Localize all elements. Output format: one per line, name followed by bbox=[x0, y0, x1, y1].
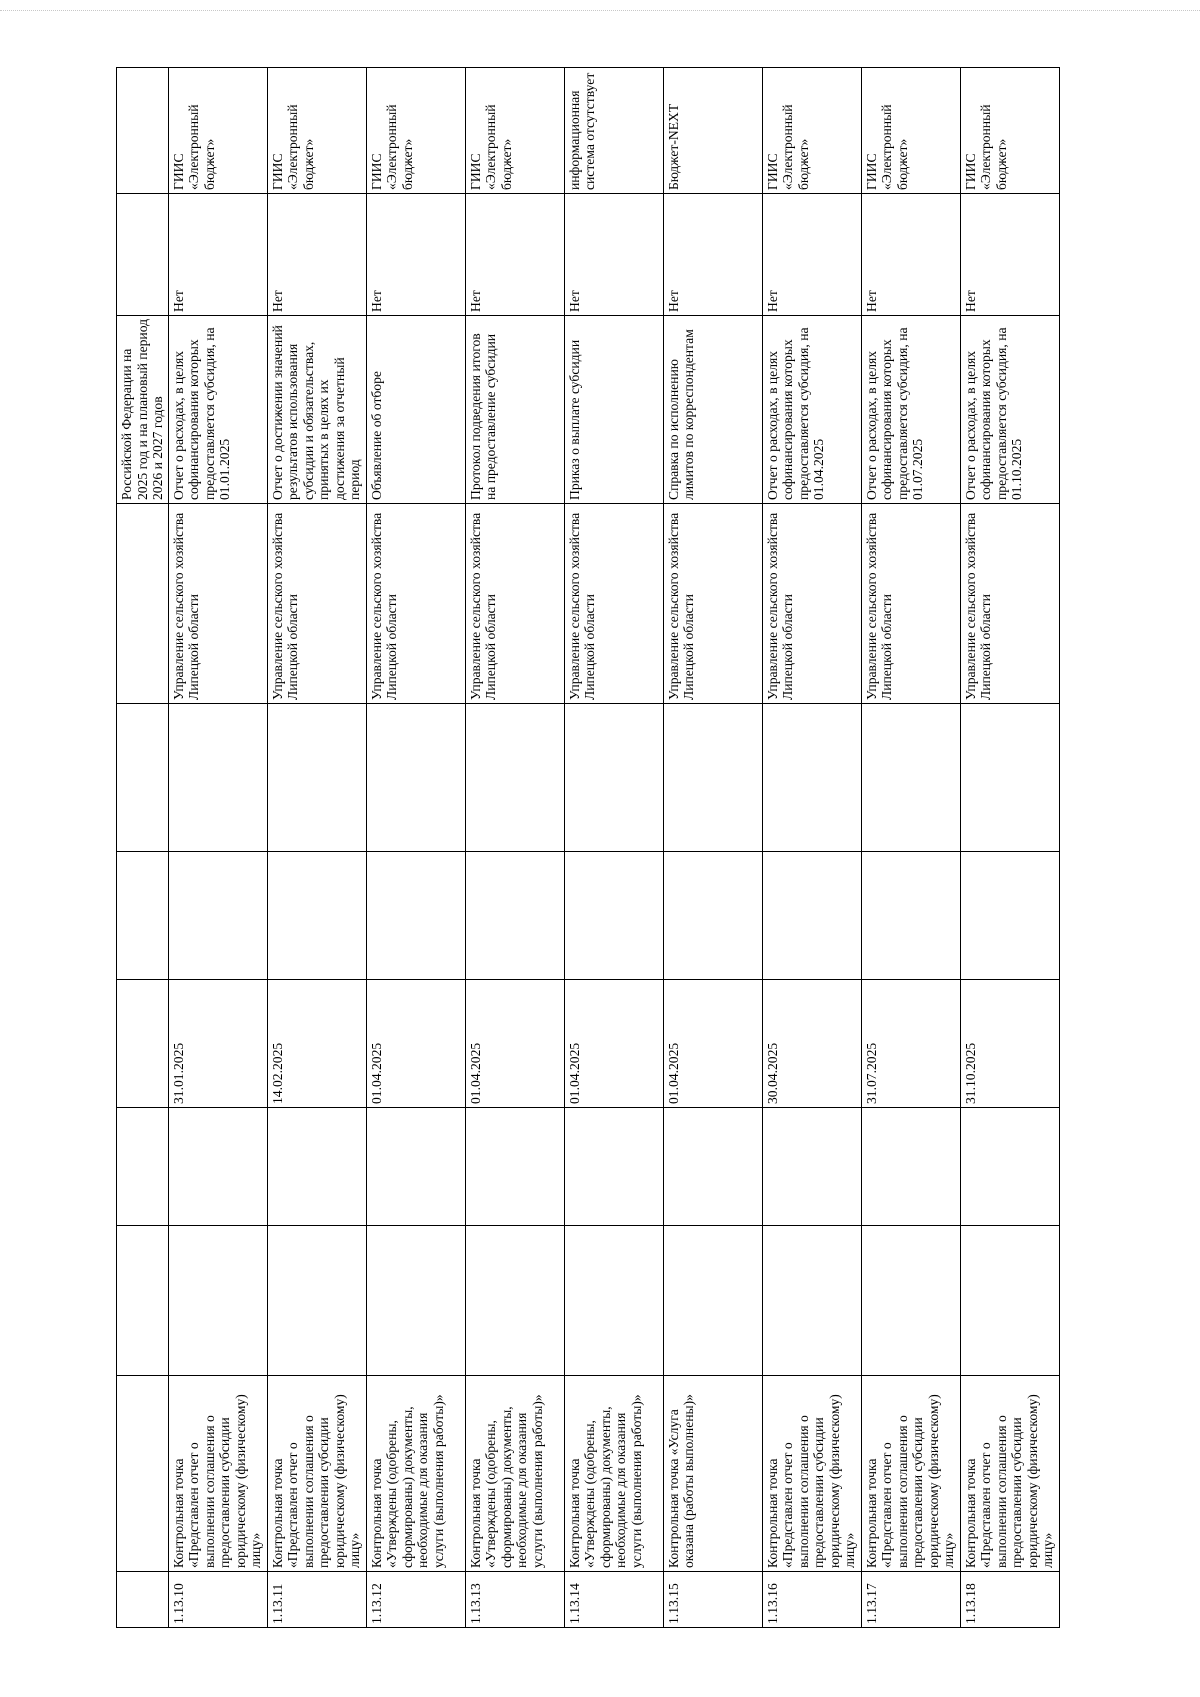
cell-date: 30.04.2025 bbox=[762, 980, 861, 1108]
cell-number: 1.13.13 bbox=[465, 1572, 564, 1628]
cell-document: Объявление об отборе bbox=[366, 316, 465, 504]
cell-number: 1.13.10 bbox=[168, 1572, 267, 1628]
cell-number: 1.13.11 bbox=[267, 1572, 366, 1628]
cell-number: 1.13.14 bbox=[564, 1572, 663, 1628]
cell-flag: Нет bbox=[861, 194, 960, 316]
cell-empty bbox=[861, 852, 960, 980]
cell-empty bbox=[117, 68, 169, 194]
cell-empty bbox=[960, 1108, 1059, 1226]
cell-empty bbox=[267, 1226, 366, 1376]
table-row bbox=[861, 68, 960, 1628]
cell-name: Контрольная точка «Утверждены (одобрены, сформированы) документы, необходимые для оказания услуги (выполнения работы)» bbox=[366, 1376, 465, 1572]
cell-empty bbox=[117, 852, 169, 980]
cell-empty bbox=[861, 1226, 960, 1376]
table-row bbox=[267, 68, 366, 1628]
cell-empty bbox=[564, 704, 663, 852]
cell-system: информационная система отсутствует bbox=[564, 68, 663, 194]
cell-date: 14.02.2025 bbox=[267, 980, 366, 1108]
cell-responsible: Управление сельского хозяйства Липецкой области bbox=[564, 504, 663, 704]
cell-empty bbox=[663, 1108, 762, 1226]
cell-document: Российской Федерации на 2025 год и на плановый период 2026 и 2027 годов bbox=[117, 316, 169, 504]
cell-number: 1.13.15 bbox=[663, 1572, 762, 1628]
cell-responsible: Управление сельского хозяйства Липецкой области bbox=[960, 504, 1059, 704]
cell-system: Бюджет-NEXT bbox=[663, 68, 762, 194]
cell-name: Контрольная точка «Утверждены (одобрены, сформированы) документы, необходимые для оказания услуги (выполнения работы)» bbox=[465, 1376, 564, 1572]
table-row bbox=[168, 68, 267, 1628]
cell-document: Отчет о расходах, в целях софинансирования которых предоставляется субсидия, на 01.01.2025 bbox=[168, 316, 267, 504]
cell-document: Отчет о расходах, в целях софинансирования которых предоставляется субсидия, на 01.07.2025 bbox=[861, 316, 960, 504]
cell-date: 01.04.2025 bbox=[366, 980, 465, 1108]
cell-document: Отчет о расходах, в целях софинансирования которых предоставляется субсидия, на 01.10.2025 bbox=[960, 316, 1059, 504]
table-row bbox=[762, 68, 861, 1628]
scan-top-edge bbox=[0, 10, 1200, 11]
cell-flag: Нет bbox=[663, 194, 762, 316]
cell-date: 01.04.2025 bbox=[465, 980, 564, 1108]
cell-empty bbox=[168, 704, 267, 852]
cell-empty bbox=[366, 1108, 465, 1226]
cell-empty bbox=[117, 1108, 169, 1226]
cell-responsible: Управление сельского хозяйства Липецкой области bbox=[465, 504, 564, 704]
table-row bbox=[564, 68, 663, 1628]
cell-empty bbox=[366, 852, 465, 980]
cell-empty bbox=[117, 1226, 169, 1376]
cell-empty bbox=[861, 1108, 960, 1226]
cell-empty bbox=[663, 852, 762, 980]
cell-number: 1.13.17 bbox=[861, 1572, 960, 1628]
cell-empty bbox=[267, 852, 366, 980]
cell-empty bbox=[663, 1226, 762, 1376]
cell-empty bbox=[762, 1226, 861, 1376]
cell-empty bbox=[762, 1108, 861, 1226]
cell-date: 31.10.2025 bbox=[960, 980, 1059, 1108]
table-row bbox=[366, 68, 465, 1628]
table-body bbox=[117, 68, 1060, 1628]
cell-empty bbox=[117, 1376, 169, 1572]
cell-flag: Нет bbox=[762, 194, 861, 316]
cell-document: Протокол подведения итогов на предоставление субсидии bbox=[465, 316, 564, 504]
cell-flag: Нет bbox=[267, 194, 366, 316]
cell-name: Контрольная точка «Представлен отчет о выполнении соглашения о предоставлении субсидии юридическому (физическому) лицу» bbox=[762, 1376, 861, 1572]
cell-system: ГИИС «Электронный бюджет» bbox=[465, 68, 564, 194]
cell-responsible: Управление сельского хозяйства Липецкой области bbox=[762, 504, 861, 704]
cell-responsible: Управление сельского хозяйства Липецкой области bbox=[168, 504, 267, 704]
cell-empty bbox=[663, 704, 762, 852]
cell-document: Отчет о достижении значений результатов использования субсидии и обязательствах, принятых в целях их достижения за отчетный период bbox=[267, 316, 366, 504]
cell-system: ГИИС «Электронный бюджет» bbox=[267, 68, 366, 194]
cell-empty bbox=[465, 1226, 564, 1376]
cell-system: ГИИС «Электронный бюджет» bbox=[861, 68, 960, 194]
cell-number: 1.13.16 bbox=[762, 1572, 861, 1628]
cell-name: Контрольная точка «Представлен отчет о выполнении соглашения о предоставлении субсидии юридическому (физическому) лицу» bbox=[960, 1376, 1059, 1572]
cell-empty bbox=[117, 1572, 169, 1628]
cell-system: ГИИС «Электронный бюджет» bbox=[762, 68, 861, 194]
cell-empty bbox=[168, 852, 267, 980]
cell-document: Приказ о выплате субсидии bbox=[564, 316, 663, 504]
cell-empty bbox=[366, 704, 465, 852]
cell-empty bbox=[168, 1226, 267, 1376]
cell-document: Отчет о расходах, в целях софинансирования которых предоставляется субсидия, на 01.04.2025 bbox=[762, 316, 861, 504]
cell-number: 1.13.12 bbox=[366, 1572, 465, 1628]
cell-empty bbox=[465, 704, 564, 852]
table-row bbox=[465, 68, 564, 1628]
cell-empty bbox=[267, 1108, 366, 1226]
cell-name: Контрольная точка «Услуга оказана (работы выполнены)» bbox=[663, 1376, 762, 1572]
cell-empty bbox=[564, 852, 663, 980]
cell-empty bbox=[564, 1226, 663, 1376]
cell-name: Контрольная точка «Утверждены (одобрены, сформированы) документы, необходимые для оказания услуги (выполнения работы)» bbox=[564, 1376, 663, 1572]
cell-flag: Нет bbox=[168, 194, 267, 316]
cell-empty bbox=[117, 504, 169, 704]
cell-empty bbox=[117, 194, 169, 316]
table-row bbox=[960, 68, 1059, 1628]
cell-empty bbox=[564, 1108, 663, 1226]
table-row bbox=[663, 68, 762, 1628]
cell-empty bbox=[465, 852, 564, 980]
cell-date: 01.04.2025 bbox=[564, 980, 663, 1108]
cell-empty bbox=[762, 704, 861, 852]
cell-responsible: Управление сельского хозяйства Липецкой области bbox=[861, 504, 960, 704]
cell-name: Контрольная точка «Представлен отчет о выполнении соглашения о предоставлении субсидии юридическому (физическому) лицу» bbox=[168, 1376, 267, 1572]
cell-empty bbox=[762, 852, 861, 980]
cell-responsible: Управление сельского хозяйства Липецкой области bbox=[366, 504, 465, 704]
cell-responsible: Управление сельского хозяйства Липецкой области bbox=[267, 504, 366, 704]
cell-document: Справка по исполнению лимитов по корреспондентам bbox=[663, 316, 762, 504]
cell-flag: Нет bbox=[366, 194, 465, 316]
cell-system: ГИИС «Электронный бюджет» bbox=[366, 68, 465, 194]
cell-empty bbox=[960, 852, 1059, 980]
cell-empty bbox=[366, 1226, 465, 1376]
cell-empty bbox=[267, 704, 366, 852]
cell-empty bbox=[117, 704, 169, 852]
cell-name: Контрольная точка «Представлен отчет о выполнении соглашения о предоставлении субсидии юридическому (физическому) лицу» bbox=[267, 1376, 366, 1572]
cell-empty bbox=[861, 704, 960, 852]
continuation-row bbox=[117, 68, 169, 1628]
cell-system: ГИИС «Электронный бюджет» bbox=[960, 68, 1059, 194]
cell-number: 1.13.18 bbox=[960, 1572, 1059, 1628]
cell-date: 01.04.2025 bbox=[663, 980, 762, 1108]
cell-responsible: Управление сельского хозяйства Липецкой области bbox=[663, 504, 762, 704]
cell-empty bbox=[960, 704, 1059, 852]
cell-empty bbox=[960, 1226, 1059, 1376]
cell-date: 31.01.2025 bbox=[168, 980, 267, 1108]
cell-empty bbox=[168, 1108, 267, 1226]
cell-system: ГИИС «Электронный бюджет» bbox=[168, 68, 267, 194]
cell-flag: Нет bbox=[465, 194, 564, 316]
cell-empty bbox=[465, 1108, 564, 1226]
control-points-table bbox=[116, 67, 1060, 1628]
cell-empty bbox=[117, 980, 169, 1108]
cell-name: Контрольная точка «Представлен отчет о выполнении соглашения о предоставлении субсидии юридическому (физическому) лицу» bbox=[861, 1376, 960, 1572]
cell-date: 31.07.2025 bbox=[861, 980, 960, 1108]
cell-flag: Нет bbox=[564, 194, 663, 316]
cell-flag: Нет bbox=[960, 194, 1059, 316]
rotated-page bbox=[116, 68, 1068, 1628]
